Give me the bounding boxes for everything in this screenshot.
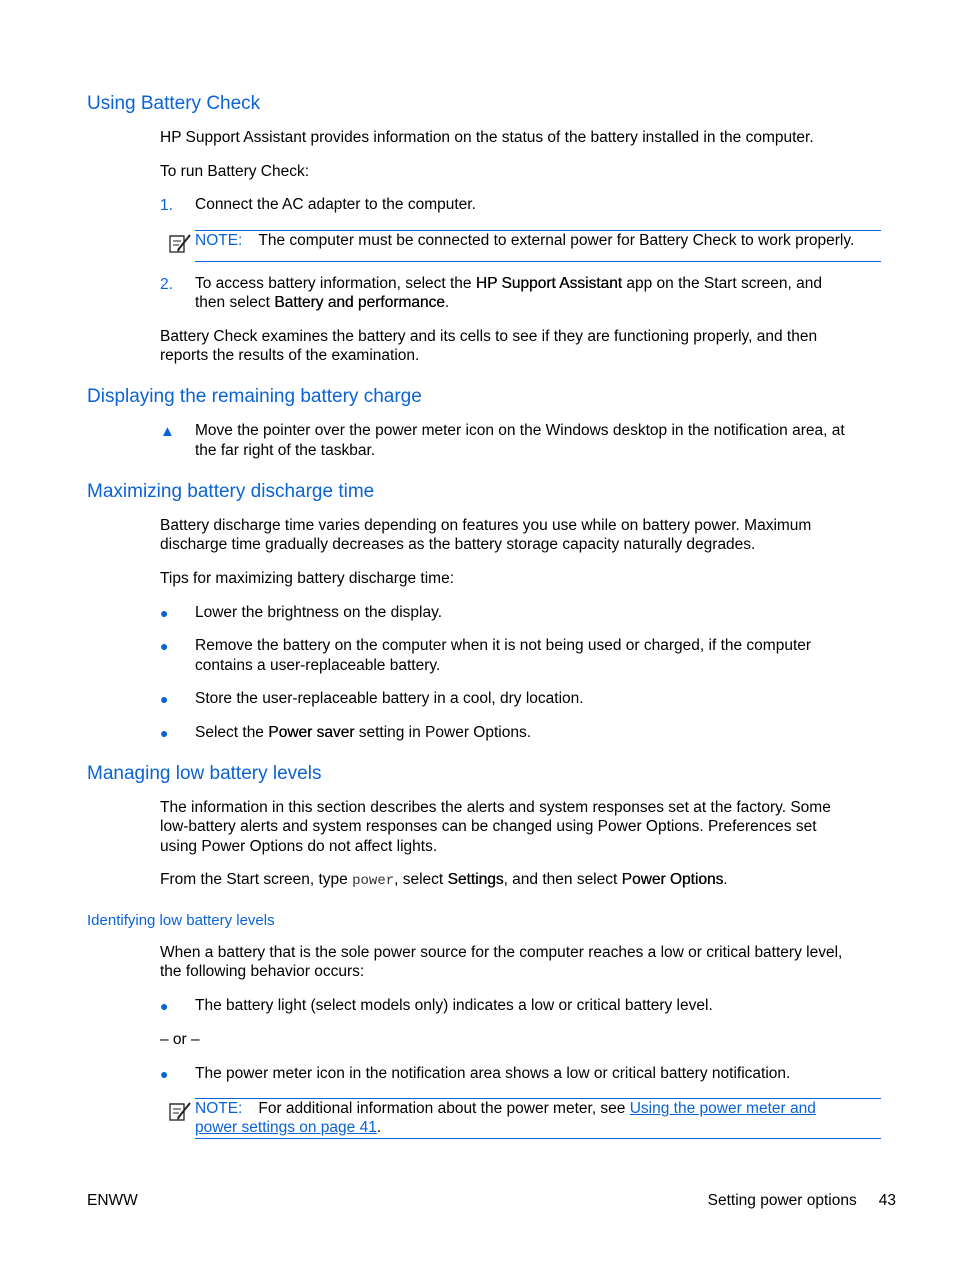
- identifying-intro-2: the following behavior occurs:: [160, 963, 365, 980]
- step-2-line-2: then select Battery and performance.: [195, 294, 450, 311]
- note-label-2: NOTE:: [195, 1100, 243, 1117]
- page-number: 43: [878, 1192, 896, 1209]
- note-icon: [168, 231, 194, 255]
- bullet-icon: ●: [160, 998, 169, 1014]
- power-saver-bold: Power saver: [268, 724, 355, 741]
- tip-1: Lower the brightness on the display.: [195, 604, 443, 621]
- identifying-bullet-1: The battery light (select models only) indicates a low or critical battery level.: [195, 997, 713, 1014]
- bullet-icon: ●: [160, 1066, 169, 1082]
- settings-bold: Settings: [447, 871, 504, 888]
- tip-4: Select the Power saver setting in Power Options.: [195, 724, 532, 741]
- footer-left: ENWW: [87, 1192, 138, 1209]
- note-box-1: [195, 230, 881, 262]
- note-text-2: For additional information about the power meter, see: [258, 1100, 630, 1117]
- identifying-intro-1: When a battery that is the sole power source for the computer reaches a low or critical battery level,: [160, 944, 843, 961]
- power-meter-link-part-2[interactable]: power settings on page 41: [195, 1119, 377, 1136]
- bullet-icon: ●: [160, 691, 169, 707]
- battery-check-outro-2: reports the results of the examination.: [160, 347, 420, 364]
- step-1-number: 1.: [160, 197, 173, 214]
- power-options-bold: Power Options: [621, 871, 724, 888]
- bullet-icon: ●: [160, 605, 169, 621]
- footer-right: [708, 1191, 896, 1211]
- identifying-bullet-2: The power meter icon in the notification area shows a low or critical battery notification.: [195, 1065, 791, 1082]
- heading-discharge-time: Maximizing battery discharge time: [87, 481, 375, 502]
- bullet-icon: ●: [160, 638, 169, 654]
- low-battery-intro-1: The information in this section describes the alerts and system responses set at the factory. Some: [160, 799, 831, 816]
- hp-support-assistant-bold: HP Support Assistant: [475, 275, 623, 292]
- battery-performance-bold: Battery and performance: [274, 294, 445, 311]
- heading-identifying-low-battery: Identifying low battery levels: [87, 912, 275, 929]
- heading-managing-low-battery: Managing low battery levels: [87, 763, 322, 784]
- tip-3: Store the user-replaceable battery in a cool, dry location.: [195, 690, 584, 707]
- footer-section-title: Setting power options: [707, 1192, 857, 1209]
- to-run-label: To run Battery Check:: [160, 163, 310, 180]
- tip-2-line-1: Remove the battery on the computer when it is not being used or charged, if the computer: [195, 637, 812, 654]
- tip-2-line-2: contains a user-replaceable battery.: [195, 657, 441, 674]
- low-battery-intro-2: low-battery alerts and system responses can be changed using Power Options. Preferences set: [160, 818, 817, 835]
- remaining-charge-line-2: the far right of the taskbar.: [195, 442, 376, 459]
- triangle-bullet-icon: ▲: [160, 423, 175, 440]
- note-icon: [168, 1099, 194, 1123]
- battery-check-intro: HP Support Assistant provides information on the status of the battery installed in the computer.: [160, 129, 814, 146]
- power-meter-link-part-1[interactable]: Using the power meter and: [629, 1100, 816, 1117]
- discharge-intro-2: discharge time gradually decreases as the battery storage capacity naturally degrades.: [160, 536, 756, 553]
- bullet-icon: ●: [160, 725, 169, 741]
- step-2-number: 2.: [160, 276, 173, 293]
- low-battery-intro-3: using Power Options do not affect lights.: [160, 838, 438, 855]
- heading-remaining-charge: Displaying the remaining battery charge: [87, 386, 422, 407]
- remaining-charge-line-1: Move the pointer over the power meter icon on the Windows desktop in the notification area, at: [195, 422, 845, 439]
- step-2-line-1: To access battery information, select the HP Support Assistant app on the Start screen, and: [195, 275, 822, 292]
- note-box-2: NOTE: For additional information about the power meter, see Using the power meter and power settings on page 41.: [195, 1098, 881, 1139]
- heading-using-battery-check: Using Battery Check: [87, 93, 261, 114]
- note-text-1: The computer must be connected to external power for Battery Check to work properly.: [258, 232, 855, 249]
- battery-check-outro-1: Battery Check examines the battery and its cells to see if they are functioning properly, and then: [160, 328, 818, 345]
- step-1-text: Connect the AC adapter to the computer.: [195, 196, 476, 213]
- power-command: power: [352, 873, 395, 889]
- or-separator: – or –: [160, 1031, 200, 1048]
- from-start-screen: From the Start screen, type power, select Settings, and then select Power Options.: [160, 871, 728, 889]
- note-label-1: NOTE:: [195, 232, 243, 249]
- discharge-intro-1: Battery discharge time varies depending on features you use while on battery power. Maximum: [160, 517, 812, 534]
- tips-label: Tips for maximizing battery discharge time:: [160, 570, 455, 587]
